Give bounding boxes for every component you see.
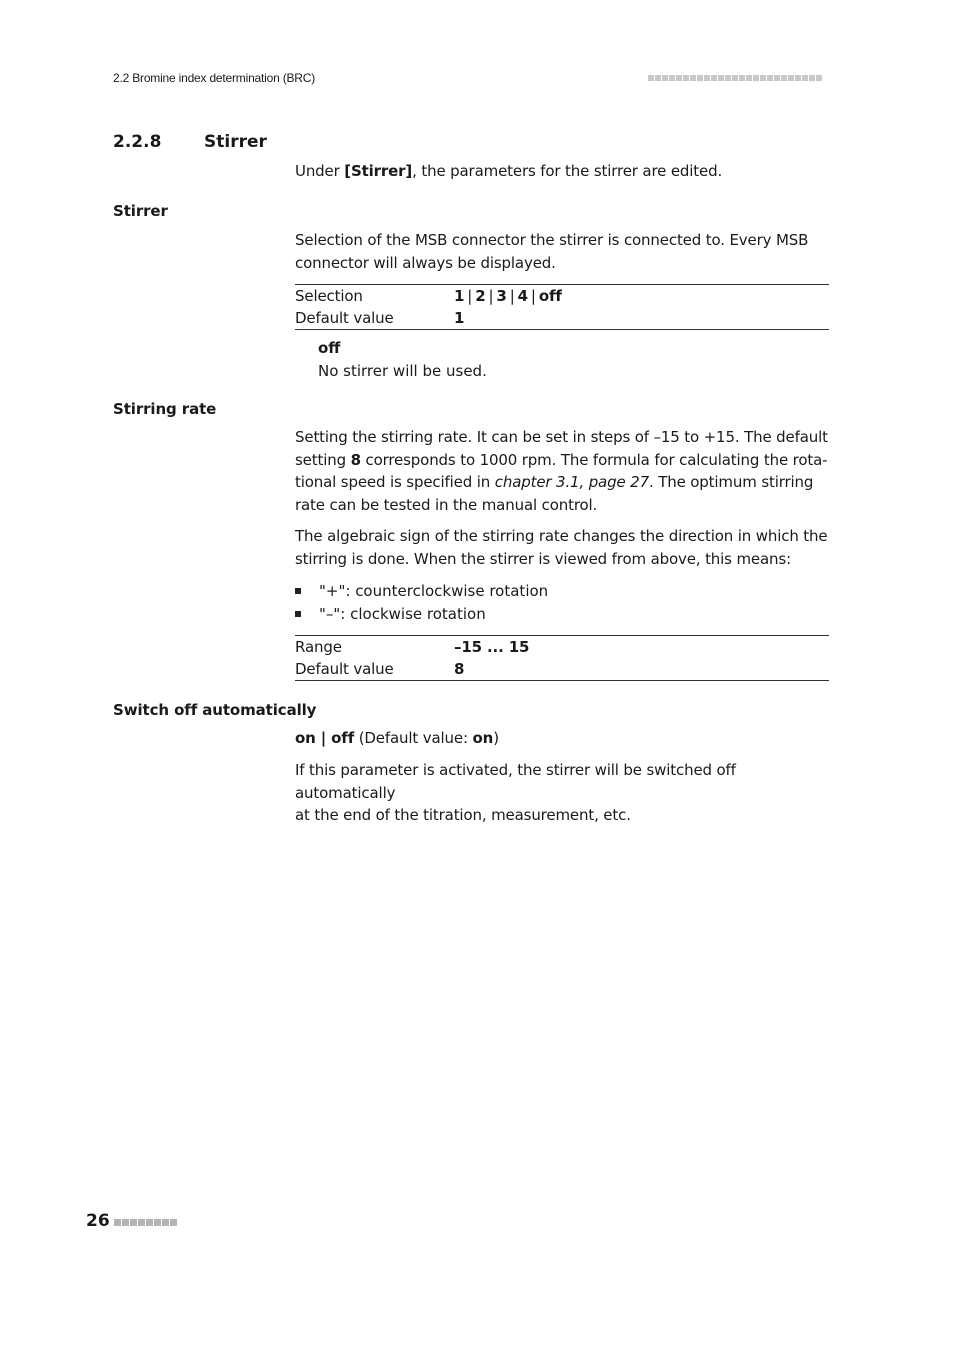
option-term-off: off bbox=[318, 339, 341, 357]
selection-row bbox=[295, 285, 829, 307]
default-label: Default value bbox=[295, 309, 394, 327]
running-header: 2.2 Bromine index determination (BRC) bbox=[113, 71, 316, 85]
switch-off-options: on | off (Default value: on) bbox=[295, 729, 499, 747]
default-row bbox=[295, 307, 829, 329]
selection-values: 1 | 2 | 3 | 4 | off bbox=[454, 287, 562, 305]
list-item: "+": counterclockwise rotation bbox=[295, 580, 829, 603]
param-heading-switch-off: Switch off automatically bbox=[113, 701, 317, 719]
param-heading-stirring-rate: Stirring rate bbox=[113, 400, 217, 418]
param-heading-stirrer: Stirrer bbox=[113, 202, 168, 220]
default-value: 1 bbox=[454, 309, 465, 327]
stirrer-param-table bbox=[295, 284, 829, 330]
page-number: 26 bbox=[86, 1211, 110, 1231]
stirring-rate-param-table bbox=[295, 635, 829, 681]
selection-label: Selection bbox=[295, 287, 363, 305]
bullet-square-icon bbox=[295, 588, 301, 594]
default-row bbox=[295, 658, 829, 680]
range-value: –15 ... 15 bbox=[454, 638, 530, 656]
chapter-reference: chapter 3.1, page 27 bbox=[494, 473, 649, 491]
range-row bbox=[295, 636, 829, 658]
bullet-square-icon bbox=[295, 611, 301, 617]
list-item: "–": clockwise rotation bbox=[295, 603, 829, 626]
header-decoration bbox=[648, 75, 822, 81]
footer-decoration bbox=[114, 1219, 177, 1226]
section-title: Stirrer bbox=[204, 132, 267, 152]
section-number: 2.2.8 bbox=[113, 132, 162, 152]
stirrer-description: Selection of the MSB connector the stirrer is connected to. Every MSB connector will always be displayed. bbox=[295, 231, 809, 272]
range-label: Range bbox=[295, 638, 342, 656]
stirring-rate-description: Setting the stirring rate. It can be set in steps of –15 to +15. The default setting 8 corresponds to 1000 rpm. The formula for calculating the rota- tional speed is specified in chapter 3.1, page 27. The optimum stirring rate can be tested in the manual control. bbox=[295, 428, 828, 514]
switch-off-description: If this parameter is activated, the stirrer will be switched off automatically at the end of the titration, measurement, etc. bbox=[295, 761, 736, 824]
stirring-direction-description: The algebraic sign of the stirring rate changes the direction in which the stirring is done. When the stirrer is viewed from above, this means: bbox=[295, 527, 828, 568]
section-intro: Under [Stirrer], the parameters for the stirrer are edited. bbox=[295, 162, 723, 180]
default-label: Default value bbox=[295, 660, 394, 678]
menu-reference: [Stirrer] bbox=[344, 162, 413, 180]
option-desc-off: No stirrer will be used. bbox=[318, 362, 487, 380]
default-value: 8 bbox=[454, 660, 465, 678]
rotation-bullet-list bbox=[295, 580, 829, 625]
